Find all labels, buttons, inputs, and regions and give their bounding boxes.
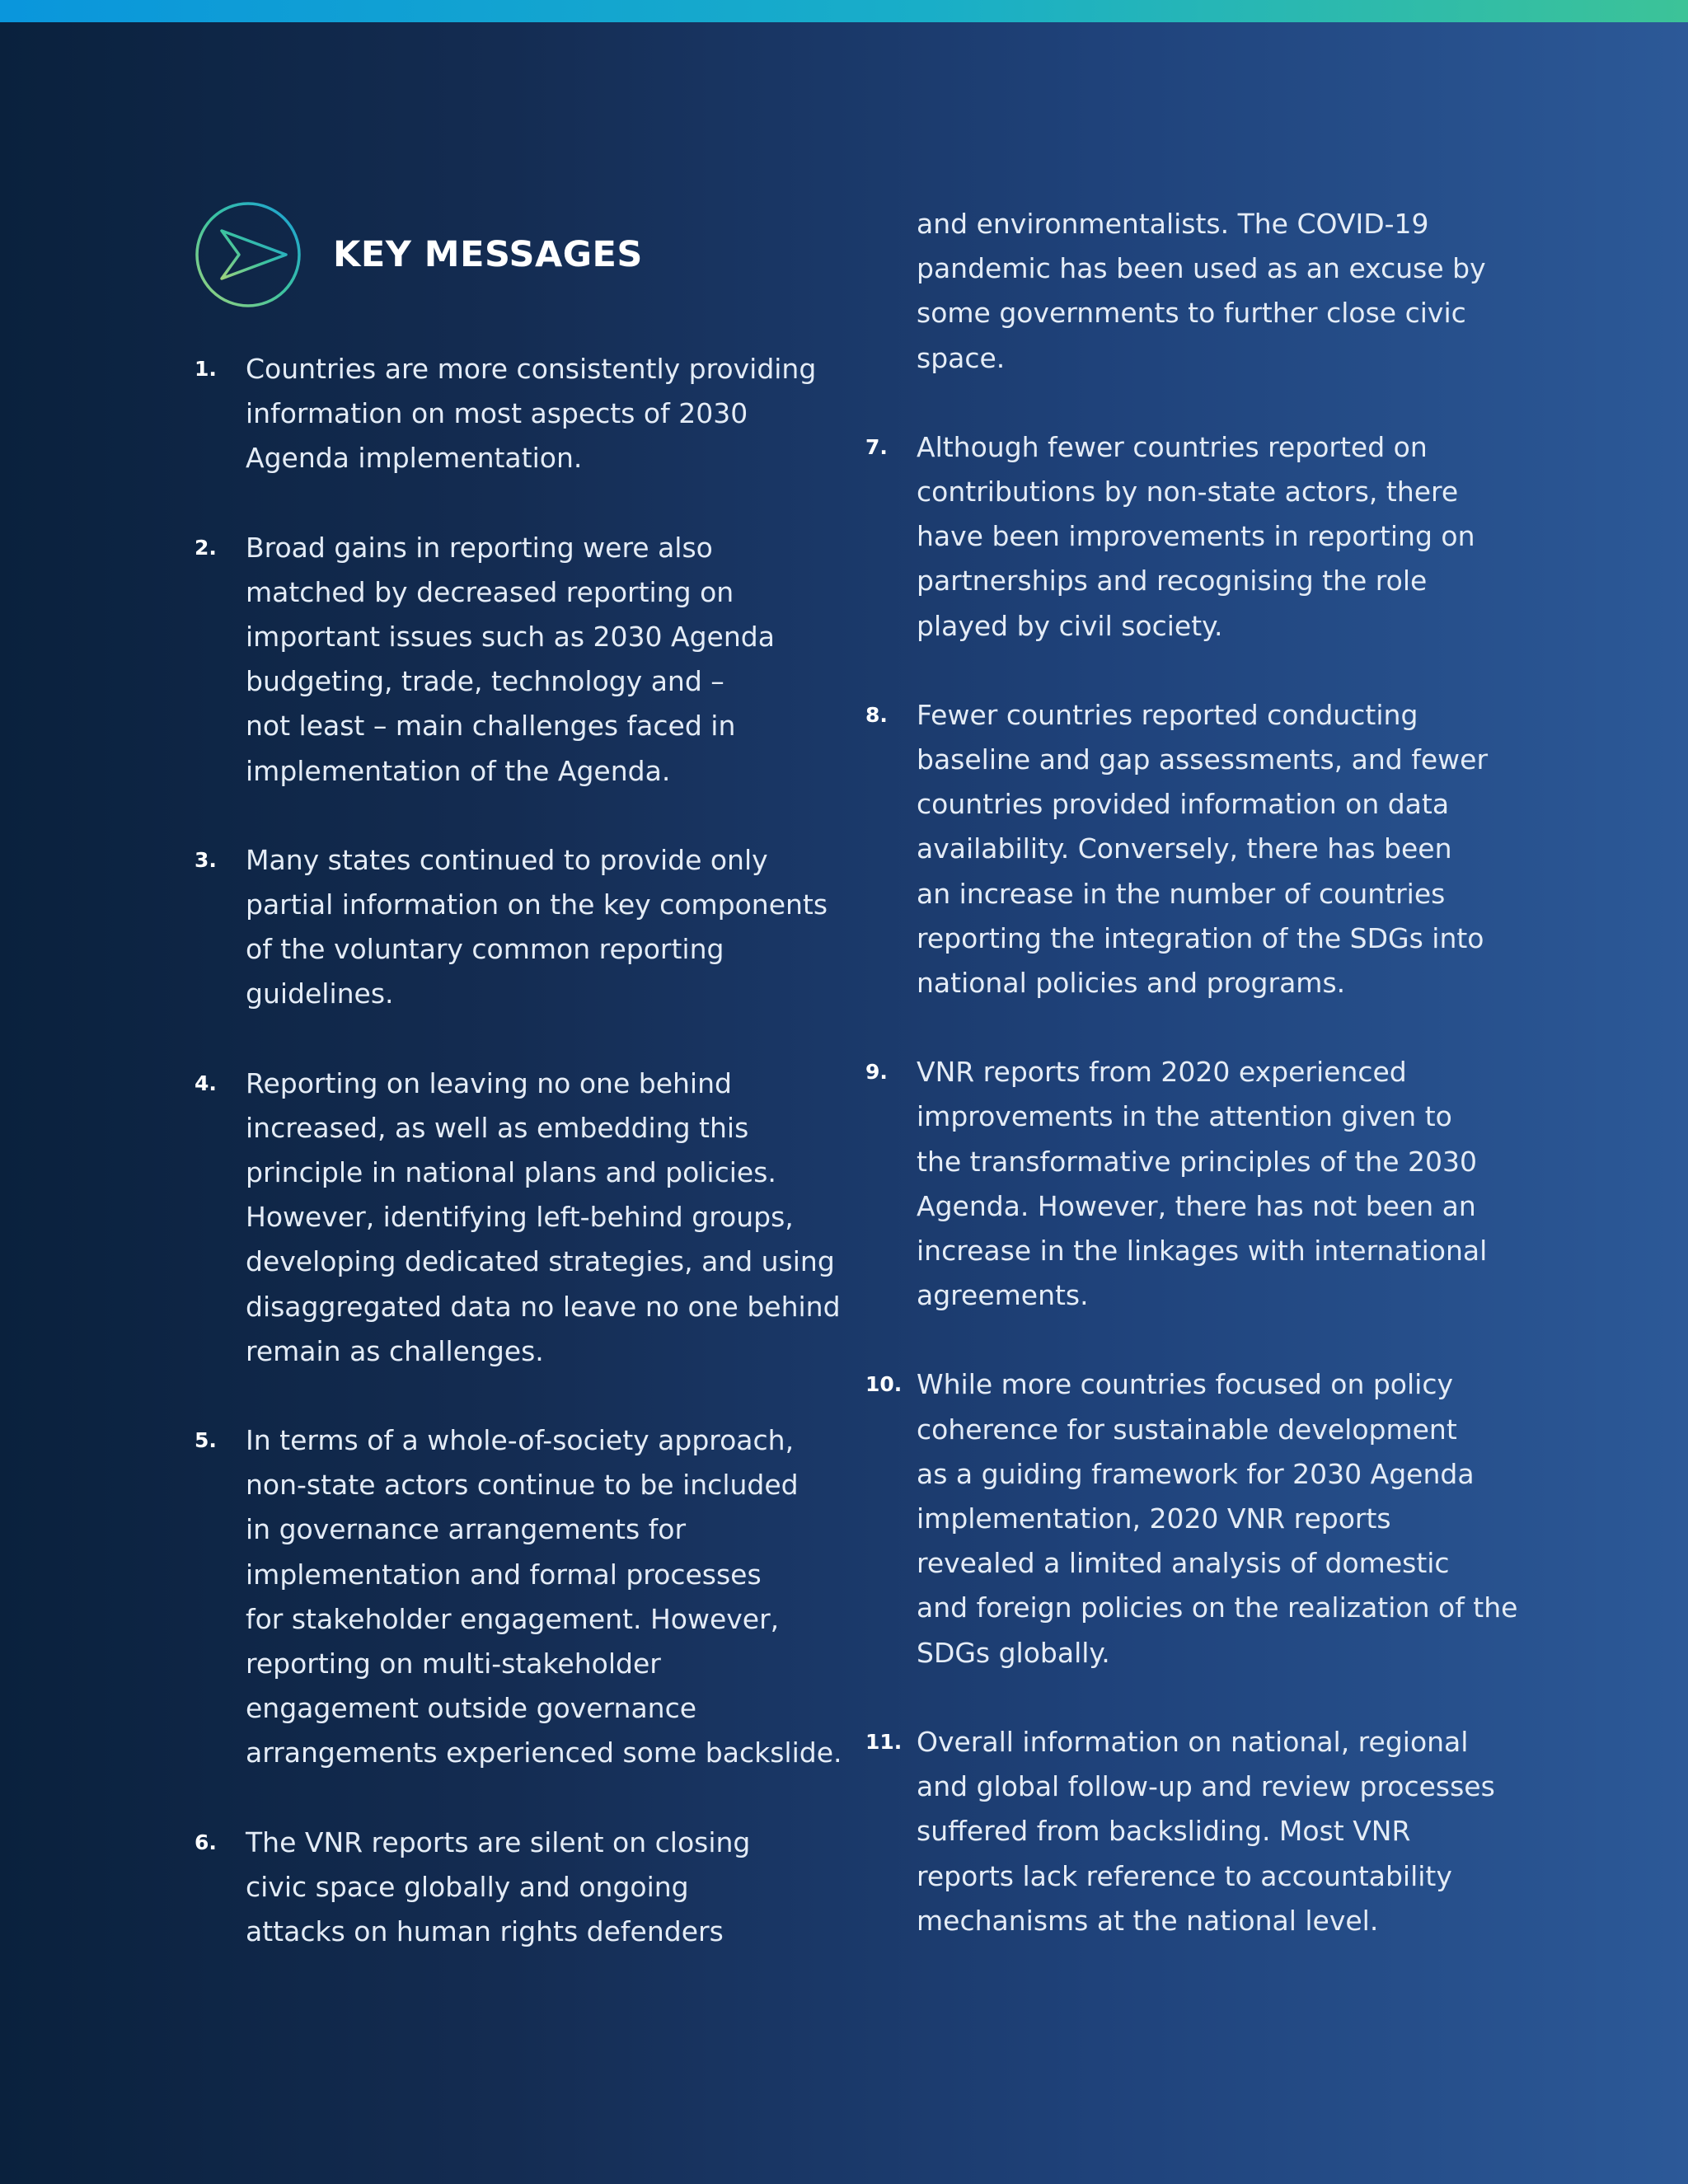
text-line: mechanisms at the national level. [917, 1904, 1379, 1937]
text-line: implementation and formal processes [246, 1558, 762, 1591]
text-line: remain as challenges. [246, 1334, 544, 1367]
text-line: Agenda implementation. [246, 442, 583, 475]
text-line: Countries are more consistently providing [246, 353, 817, 385]
key-message-item [195, 347, 837, 481]
page-title: KEY MESSAGES [333, 234, 643, 275]
item-text [917, 425, 1508, 649]
text-line: Agenda. However, there has not been an [917, 1189, 1476, 1222]
text-line: engagement outside governance [246, 1692, 697, 1725]
item-text [246, 1821, 837, 1955]
text-line: non-state actors continue to be included [246, 1469, 799, 1502]
item-text [246, 1062, 841, 1374]
text-line: VNR reports from 2020 experienced [917, 1056, 1407, 1089]
text-line: In terms of a whole-of-society approach, [246, 1424, 795, 1457]
item-number: 5. [195, 1428, 217, 1453]
text-line: Reporting on leaving no one behind [246, 1066, 732, 1099]
text-line: coherence for sustainable development [917, 1413, 1457, 1446]
text-line: and environmentalists. The COVID-19 [917, 208, 1429, 240]
text-line: While more countries focused on policy [917, 1368, 1454, 1401]
key-message-item [865, 1050, 1508, 1318]
text-line: Many states continued to provide only [246, 843, 768, 876]
text-line: revealed a limited analysis of domestic [917, 1547, 1450, 1580]
key-message-item [865, 425, 1508, 649]
text-line: matched by decreased reporting on [246, 575, 734, 608]
text-line: developing dedicated strategies, and using [246, 1245, 835, 1278]
text-line: contributions by non-state actors, there [917, 476, 1459, 509]
text-line: space. [917, 341, 1006, 374]
text-line: the transformative principles of the 2030 [917, 1145, 1478, 1178]
item-text [246, 838, 837, 1017]
item-text [917, 693, 1508, 1005]
text-line: and global follow-up and review processes [917, 1770, 1495, 1803]
item-text [917, 1362, 1518, 1675]
text-line: However, identifying left-behind groups, [246, 1201, 794, 1234]
key-messages-right-column [865, 202, 1518, 1988]
item-number: 2. [195, 535, 217, 560]
text-line: and foreign policies on the realization of the [917, 1591, 1518, 1624]
text-line: Fewer countries reported conducting [917, 698, 1418, 731]
text-line: reporting the integration of the SDGs into [917, 921, 1484, 954]
item-text [917, 1050, 1508, 1318]
key-messages-left-column [195, 347, 842, 1999]
text-line: of the voluntary common reporting [246, 933, 724, 966]
text-line: important issues such as 2030 Agenda [246, 621, 775, 654]
text-line: civic space globally and ongoing [246, 1870, 689, 1903]
text-line: implementation, 2020 VNR reports [917, 1502, 1391, 1535]
text-line: increased, as well as embedding this [246, 1111, 749, 1144]
key-message-item [195, 838, 837, 1017]
key-message-item [865, 1362, 1518, 1675]
key-message-item [195, 1821, 837, 1955]
section-header [195, 201, 643, 308]
text-line: national policies and programs. [917, 967, 1346, 1000]
item-text [917, 1720, 1508, 1943]
text-line: SDGs globally. [917, 1636, 1110, 1669]
text-line: as a guiding framework for 2030 Agenda [917, 1457, 1475, 1490]
text-line: implementation of the Agenda. [246, 754, 671, 787]
text-line: have been improvements in reporting on [917, 520, 1475, 553]
text-line: agreements. [917, 1279, 1089, 1312]
text-line: an increase in the number of countries [917, 877, 1446, 910]
text-line: in governance arrangements for [246, 1513, 687, 1546]
item-number: 1. [195, 357, 217, 381]
key-message-item [865, 1720, 1508, 1943]
text-line: countries provided information on data [917, 788, 1450, 821]
text-line: The VNR reports are silent on closing [246, 1825, 751, 1858]
text-line: some governments to further close civic [917, 297, 1466, 330]
item-number: 4. [195, 1071, 217, 1095]
text-line: principle in national plans and policies. [246, 1156, 776, 1189]
item-number: 10. [865, 1372, 903, 1397]
key-message-item [195, 526, 837, 794]
key-message-item [865, 202, 1508, 381]
paper-plane-icon [195, 201, 302, 308]
text-line: pandemic has been used as an excuse by [917, 252, 1486, 285]
key-message-item [865, 693, 1508, 1005]
item-text [246, 1418, 842, 1776]
text-line: increase in the linkages with international [917, 1235, 1488, 1268]
item-text [917, 202, 1508, 381]
item-number: 7. [865, 434, 888, 459]
key-message-item [195, 1062, 841, 1374]
text-line: played by civil society. [917, 609, 1223, 642]
text-line: not least – main challenges faced in [246, 710, 736, 743]
text-line: Overall information on national, regional [917, 1725, 1469, 1758]
text-line: baseline and gap assessments, and fewer [917, 743, 1489, 776]
item-text [246, 347, 837, 481]
text-line: reports lack reference to accountability [917, 1859, 1452, 1892]
text-line: reporting on multi-stakeholder [246, 1647, 661, 1680]
item-number: 3. [195, 847, 217, 872]
item-number: 6. [195, 1830, 217, 1854]
text-line: information on most aspects of 2030 [246, 397, 748, 430]
text-line: improvements in the attention given to [917, 1100, 1452, 1133]
text-line: partial information on the key components [246, 888, 828, 921]
text-line: disaggregated data no leave no one behind [246, 1290, 841, 1323]
text-line: guidelines. [246, 977, 394, 1010]
item-number: 11. [865, 1729, 903, 1754]
text-line: for stakeholder engagement. However, [246, 1602, 780, 1635]
text-line: Although fewer countries reported on [917, 430, 1428, 463]
text-line: suffered from backsliding. Most VNR [917, 1815, 1411, 1848]
text-line: budgeting, trade, technology and – [246, 665, 724, 698]
item-number: 8. [865, 702, 888, 727]
item-number: 9. [865, 1060, 888, 1085]
text-line: arrangements experienced some backslide. [246, 1736, 842, 1769]
top-accent-bar [0, 0, 1688, 22]
text-line: partnerships and recognising the role [917, 565, 1428, 598]
key-message-item [195, 1418, 842, 1776]
text-line: availability. Conversely, there has been [917, 832, 1452, 865]
text-line: Broad gains in reporting were also [246, 531, 713, 564]
item-text [246, 526, 837, 794]
text-line: attacks on human rights defenders [246, 1915, 724, 1948]
